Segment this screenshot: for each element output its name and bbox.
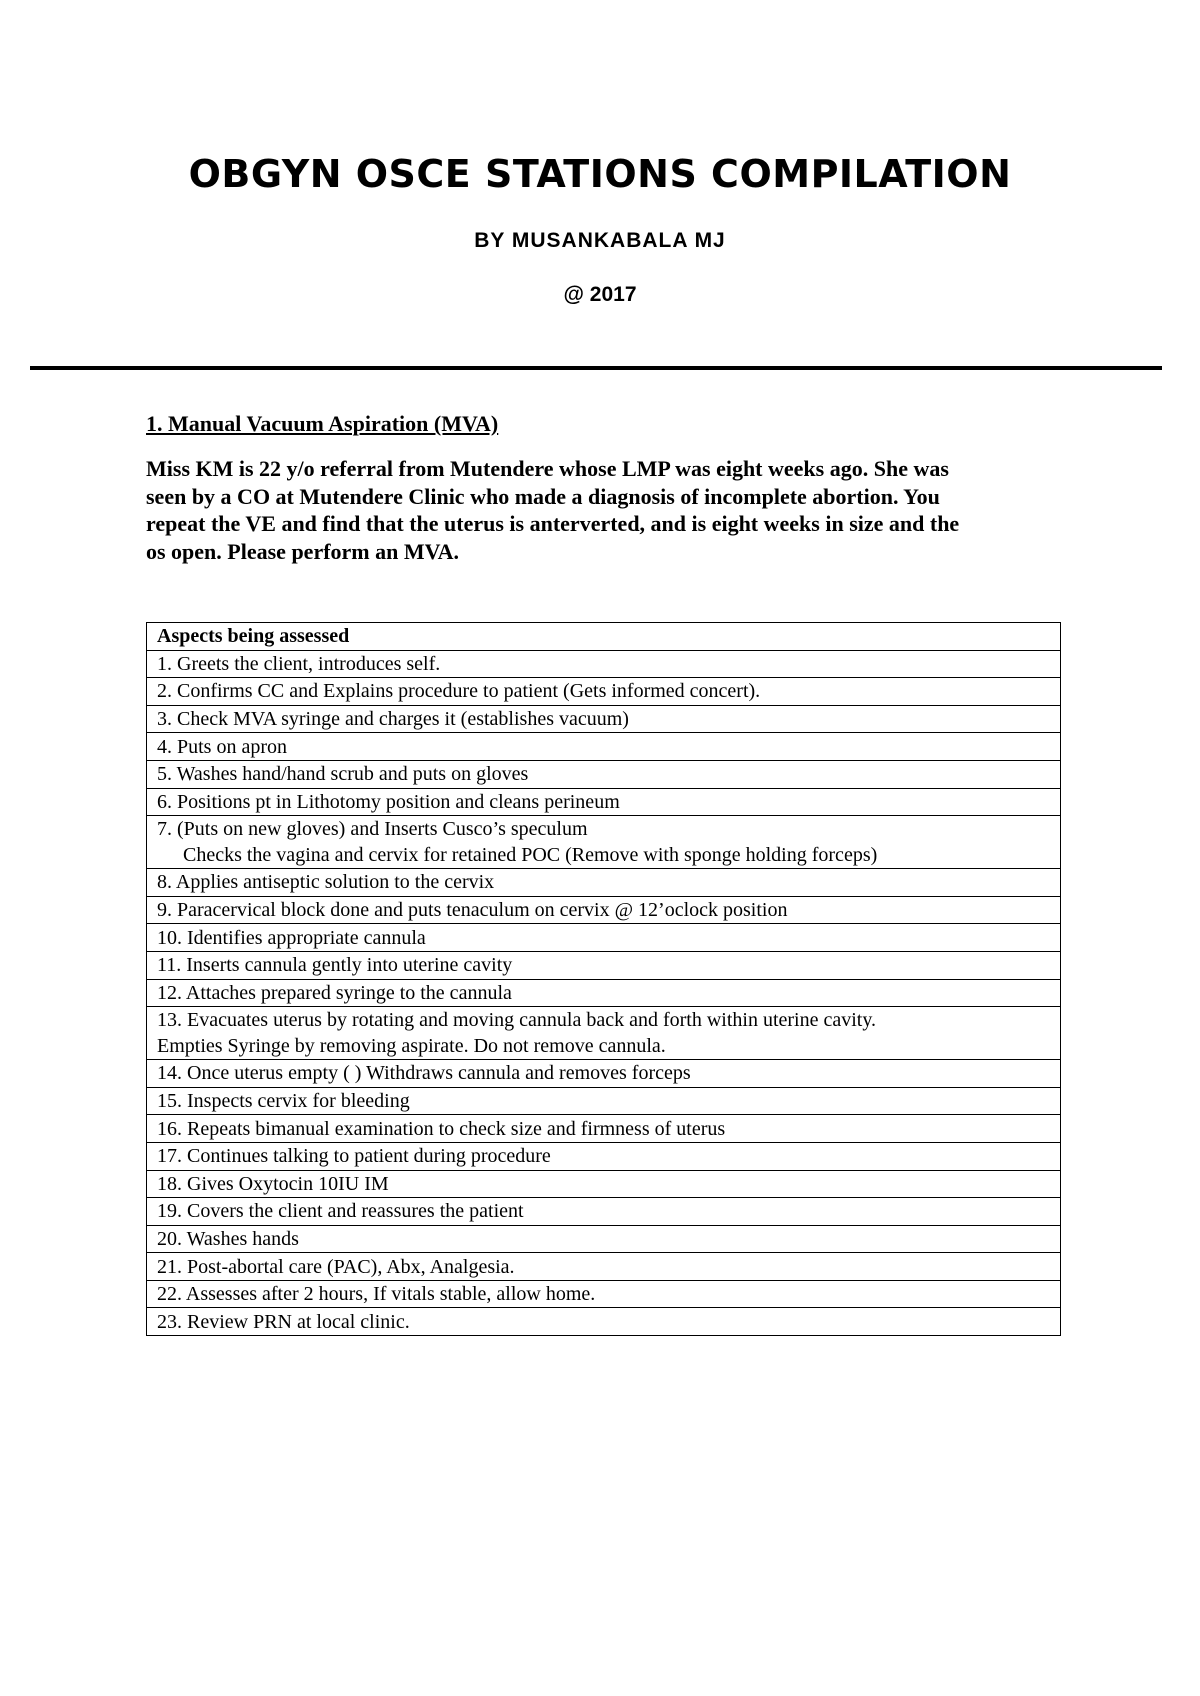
table-row [147,951,1061,979]
table-cell: 1. Greets the client, introduces self. [147,650,1061,678]
table-cell: 18. Gives Oxytocin 10IU IM [147,1170,1061,1198]
table-cell: 16. Repeats bimanual examination to check size and firmness of uterus [147,1115,1061,1143]
table-row [147,760,1061,788]
table-cell: 19. Covers the client and reassures the patient [147,1198,1061,1226]
table-cell: 20. Washes hands [147,1225,1061,1253]
table-row [147,1225,1061,1253]
table-cell: 12. Attaches prepared syringe to the cannula [147,979,1061,1007]
table-cell: 23. Review PRN at local clinic. [147,1308,1061,1336]
table-row [147,1007,1061,1060]
table-cell: 9. Paracervical block done and puts tenaculum on cervix @ 12’oclock position [147,896,1061,924]
scenario-line: repeat the VE and find that the uterus is anterverted, and is eight weeks in size and the [146,511,960,536]
table-row [147,1198,1061,1226]
table-cell: 3. Check MVA syringe and charges it (establishes vacuum) [147,705,1061,733]
table-cell [147,1007,1061,1060]
table-cell: 6. Positions pt in Lithotomy position and cleans perineum [147,788,1061,816]
table-row [147,1170,1061,1198]
table-cell [147,816,1061,869]
scenario-line: os open. Please perform an MVA. [146,538,460,564]
scenario-line: Miss KM is 22 y/o referral from Mutendere whose LMP was eight weeks ago. She was [146,456,949,481]
table-cell: 15. Inspects cervix for bleeding [147,1087,1061,1115]
table-row [147,678,1061,706]
table-row [147,979,1061,1007]
table-cell: 11. Inserts cannula gently into uterine cavity [147,951,1061,979]
table-row [147,650,1061,678]
table-cell: 4. Puts on apron [147,733,1061,761]
scenario-line: seen by a CO at Mutendere Clinic who made a diagnosis of incomplete abortion. You [146,483,940,509]
table-cell: 21. Post-abortal care (PAC), Abx, Analgesia. [147,1253,1061,1281]
table-row [147,788,1061,816]
table-cell-line: Checks the vagina and cervix for retained POC (Remove with sponge holding forceps) [183,844,878,867]
table-cell-line: Empties Syringe by removing aspirate. Do not remove cannula. [157,1035,666,1058]
table-row [147,869,1061,897]
table-cell: 8. Applies antiseptic solution to the cervix [147,869,1061,897]
document-title: OBGYN OSCE STATIONS COMPILATION [188,152,1012,196]
table-row [147,816,1061,869]
table-row [147,1087,1061,1115]
assessment-checklist-table [146,622,1061,1336]
table-row [147,1142,1061,1170]
table-cell-line: 7. (Puts on new gloves) and Inserts Cusco’s speculum [157,818,588,841]
table-cell-line: 13. Evacuates uterus by rotating and moving cannula back and forth within uterine cavity. [157,1009,877,1032]
table-cell: 5. Washes hand/hand scrub and puts on gloves [147,760,1061,788]
table-row [147,1115,1061,1143]
scenario-paragraph [146,455,1066,565]
document-year: @ 2017 [563,283,637,306]
table-header-row [147,623,1061,651]
table-row [147,1308,1061,1336]
horizontal-divider [30,366,1162,370]
table-row [147,896,1061,924]
table-row [147,1060,1061,1088]
table-row [147,1253,1061,1281]
section-heading: 1. Manual Vacuum Aspiration (MVA) [146,411,499,436]
table-cell: 22. Assesses after 2 hours, If vitals stable, allow home. [147,1280,1061,1308]
table-row [147,733,1061,761]
table-header-cell: Aspects being assessed [147,623,1061,651]
table-cell: 2. Confirms CC and Explains procedure to patient (Gets informed concert). [147,678,1061,706]
table-cell: 17. Continues talking to patient during procedure [147,1142,1061,1170]
table-cell: 14. Once uterus empty ( ) Withdraws cannula and removes forceps [147,1060,1061,1088]
table-row [147,705,1061,733]
table-row [147,1280,1061,1308]
table-cell: 10. Identifies appropriate cannula [147,924,1061,952]
document-author: BY MUSANKABALA MJ [474,229,726,252]
table-row [147,924,1061,952]
